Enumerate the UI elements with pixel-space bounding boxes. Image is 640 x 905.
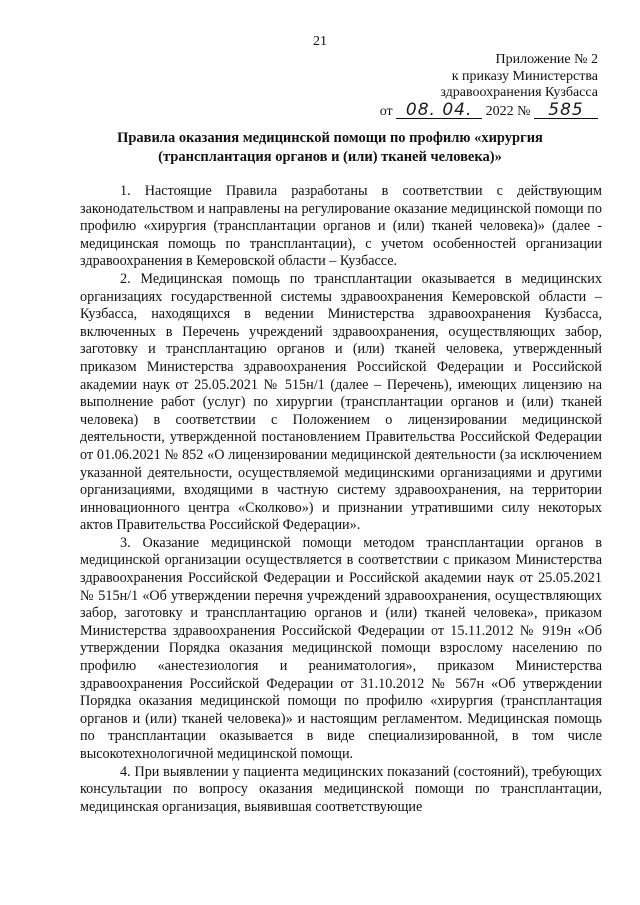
appendix-title: Приложение № 2 [495,52,598,67]
document-title: Правила оказания медицинской помощи по профилю «хирургия (трансплантация органов и (или) тканей человека)» [117,130,543,165]
document-body [80,183,602,816]
appendix-header [380,52,598,120]
paragraph-3: 3. Оказание медицинской помощи методом трансплантации органов в медицинской организации осуществляется в соответствии с приказом Министерства здравоохранения Российской Федерации и Российской академии наук от 25.05.2021 № 515н/1 «Об утверждении перечня учреждений здравоохранения, осуществляющих забор, заготовку и трансплантацию органов и (или) тканей человека», приказом Министерства здравоохранения Российской Федерации от 15.11.2012 № 919н «Об утверждении Порядка оказания медицинской помощи взрослому населению по профилю «анестезиология и реаниматология», приказом Министерства здравоохранения Российской Федерации от 31.10.2012 № 567н «Об утверждении Порядка оказания медицинской помощи по профилю «хирургия (трансплантация органов и (или) тканей человека)» и настоящим регламентом. Медицинская помощь по трансплантации оказывается в виде специализированной, в том числе высокотехнологичной медицинской помощи. [80,534,602,762]
paragraph-1: 1. Настоящие Правила разработаны в соответствии с действующим законодательством и направлены на регулирование оказание медицинской помощи по профилю «хирургия (трансплантации органов и (или) тканей человека)» (далее - медицинская помощь по трансплантации), с учетом особенностей организации здравоохранения в Кемеровской области – Кузбассе. [80,183,602,270]
handwritten-order-number: 585 [534,102,598,119]
appendix-ministry: здравоохранения Кузбасса [440,85,598,100]
year-label: 2022 № [485,103,531,119]
appendix-order-ref: к приказу Министерства [451,68,598,84]
page-number: 21 [313,34,327,49]
from-label: от [379,103,393,119]
paragraph-2: 2. Медицинская помощь по трансплантации оказывается в медицинских организациях государственной системы здравоохранения Кемеровской области – Кузбасса, находящихся в ведении Министерства здравоохранения Кузбасса, включенных в Перечень учреждений здравоохранения, осуществляющих забор, заготовку и трансплантацию органов и (или) тканей человека, утвержденный приказом Министерства здравоохранения Российской Федерации и Российской академии наук от 25.05.2021 № 515н/1 (далее – Перечень), имеющих лицензию на выполнение работ (услуг) по хирургии (трансплантации органов и (или) тканей человека) в соответствии с Положением о лицензировании медицинской деятельности, утвержденной постановлением Правительства Российской Федерации от 01.06.2021 № 852 «О лицензировании медицинской деятельности (за исключением указанной деятельности, осуществляемой медицинскими организациями и другими организациями, входящими в частную систему здравоохранения, на территории инновационного центра «Сколково») и признании утратившими силу некоторых актов Правительства Российской Федерации». [80,270,602,534]
order-date-number [379,99,598,121]
handwritten-date: 08. 04. [396,102,482,119]
paragraph-4: 4. При выявлении у пациента медицинских показаний (состояний), требующих консультации по вопросу оказания медицинской помощи по трансплантации, медицинская организация, выявившая соответствующие [80,763,602,815]
